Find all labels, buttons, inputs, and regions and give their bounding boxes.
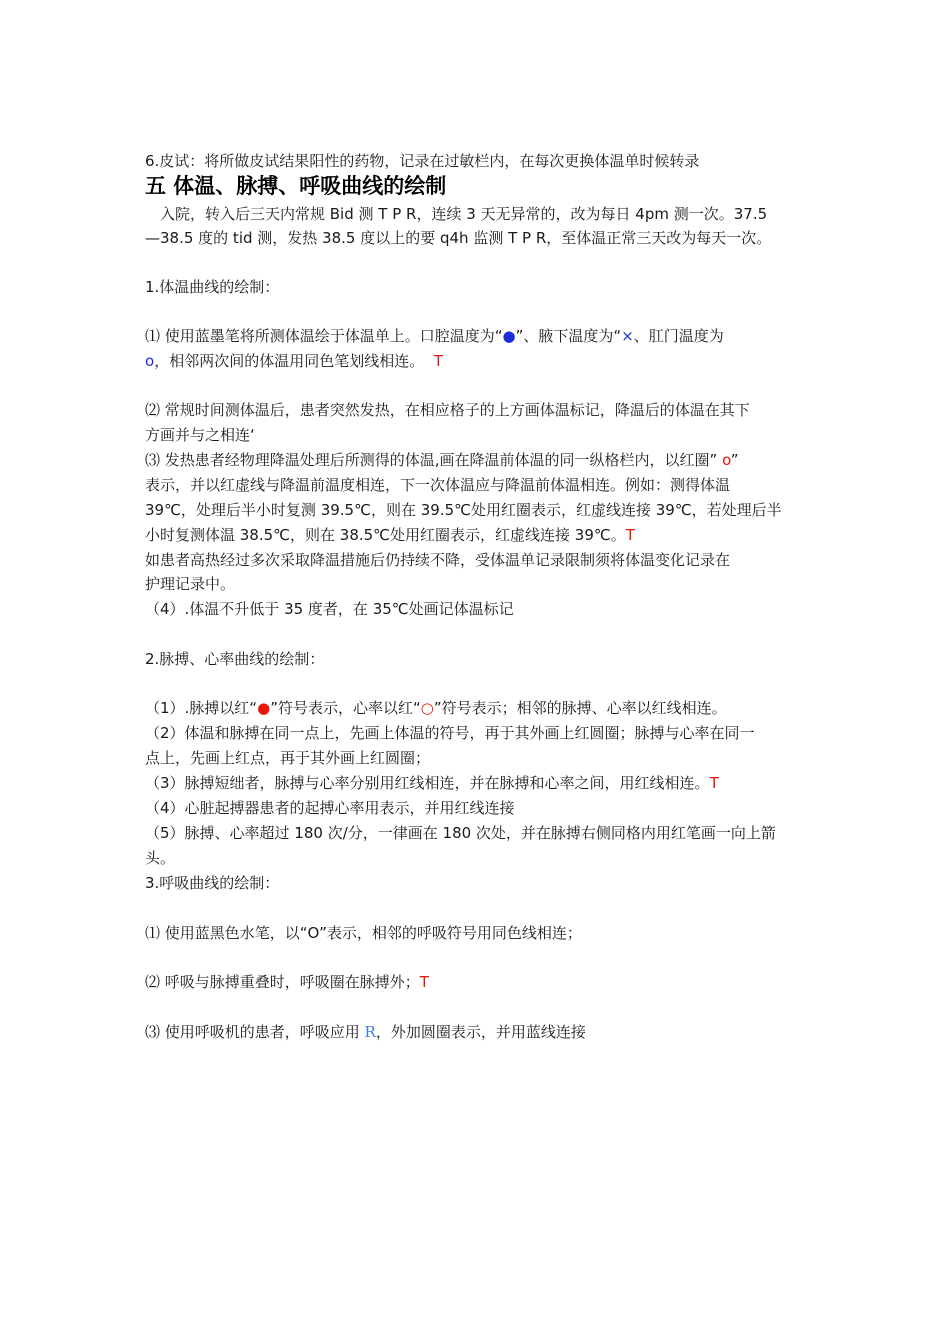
temp-note-line-2: 护理记录中。: [145, 575, 236, 593]
blue-dot-symbol: ●: [502, 327, 516, 345]
pulse-rule-5-line-2: 头。: [145, 849, 176, 867]
text-segment: （1）.脉搏以红“: [145, 699, 258, 717]
text-segment: ”符号表示，心率以红“: [270, 699, 421, 717]
blue-r-symbol: R: [364, 1023, 376, 1041]
pulse-rule-2-line-2: 点上，先画上红点，再于其外画上红圆圈；: [145, 749, 431, 767]
item-skin-test: 6.皮试：将所做皮试结果阳性的药物，记录在过敏栏内，在每次更换体温单时候转录: [145, 152, 700, 170]
text-segment: （3）脉搏短绌者，脉搏与心率分别用红线相连，并在脉搏和心率之间，用红线相连。: [145, 774, 710, 792]
pulse-rule-1: [145, 697, 727, 719]
intro-line-1: 入院，转入后三天内常规 Bid 测 T P R，连续 3 天无异常的，改为每日 4pm 测一次。37.5: [160, 205, 768, 223]
temp-rule-2-line-2: 方画并与之相连‘: [145, 426, 255, 444]
temp-rule-3-line-4: [145, 524, 635, 546]
text-segment: ”、腋下温度为“: [515, 327, 622, 345]
blue-circle-symbol: o: [145, 352, 155, 370]
red-ring-symbol: ○: [420, 699, 434, 717]
text-segment: 、肛门温度为: [633, 327, 724, 345]
pulse-rule-4: （4）心脏起搏器患者的起搏心率用表示，并用红线连接: [145, 799, 515, 817]
red-t-mark: T: [433, 352, 443, 370]
text-segment: ⑵ 呼吸与脉搏重叠时，呼吸圈在脉搏外；: [145, 973, 420, 991]
temp-rule-1-line-2: [145, 350, 443, 372]
intro-line-2: —38.5 度的 tid 测，发热 38.5 度以上的要 q4h 监测 T P R，至体温正常三天改为每天一次。: [145, 229, 772, 247]
text-segment: ，外加圆圈表示，并用蓝线连接: [375, 1023, 586, 1041]
text-segment: 小时复测体温 38.5℃，则在 38.5℃处用红圈表示，红虚线连接 39℃。: [145, 526, 626, 544]
temp-rule-3-line-1: [145, 449, 739, 471]
red-t-mark: T: [625, 526, 635, 544]
temp-rule-3-line-3: 39℃，处理后半小时复测 39.5℃，则在 39.5℃处用红圈表示，红虚线连接 39℃，若处理后半: [145, 501, 782, 519]
resp-rule-3: [145, 1021, 586, 1043]
temp-rule-3-line-2: 表示，并以红虚线与降温前温度相连，下一次体温应与降温前体温相连。例如：测得体温: [145, 476, 731, 494]
pulse-rule-5-line-1: （5）脉搏、心率超过 180 次/分，一律画在 180 次处，并在脉搏右侧同格内用红笔画一向上箭: [145, 824, 776, 842]
red-dot-symbol: ●: [257, 699, 271, 717]
resp-rule-1: ⑴ 使用蓝黑色水笔，以“O”表示，相邻的呼吸符号用同色线相连；: [145, 924, 582, 942]
temp-rule-4: （4）.体温不升低于 35 度者，在 35℃处画记体温标记: [145, 600, 514, 618]
subheading-temperature: 1.体温曲线的绘制：: [145, 278, 280, 296]
pulse-rule-3: [145, 772, 719, 794]
text-segment: ⑶ 使用呼吸机的患者，呼吸应用: [145, 1023, 365, 1041]
red-t-mark: T: [419, 973, 429, 991]
resp-rule-2: [145, 971, 429, 993]
temp-note-line-1: 如患者高热经过多次采取降温措施后仍持续不降，受体温单记录限制须将体温变化记录在: [145, 551, 731, 569]
red-circle-symbol: o: [722, 451, 731, 469]
text-segment: ”: [730, 451, 739, 469]
text-segment: ⑶ 发热患者经物理降温处理后所测得的体温,画在降温前体温的同一纵格栏内，以红圈”: [145, 451, 718, 469]
section-heading: 五 体温、脉搏、呼吸曲线的绘制: [145, 174, 447, 198]
text-segment: ⑴ 使用蓝墨笔将所测体温绘于体温单上。口腔温度为“: [145, 327, 503, 345]
temp-rule-1-line-1: [145, 325, 724, 347]
subheading-respiration: 3.呼吸曲线的绘制：: [145, 874, 280, 892]
text-segment: ，相邻两次间的体温用同色笔划线相连。: [154, 352, 425, 370]
red-t-mark: T: [709, 774, 719, 792]
text-segment: ”符号表示；相邻的脉搏、心率以红线相连。: [433, 699, 727, 717]
blue-cross-symbol: ×: [621, 327, 634, 345]
temp-rule-2-line-1: ⑵ 常规时间测体温后，患者突然发热，在相应格子的上方画体温标记，降温后的体温在其下: [145, 401, 750, 419]
subheading-pulse: 2.脉搏、心率曲线的绘制：: [145, 650, 325, 668]
pulse-rule-2-line-1: （2）体温和脉搏在同一点上，先画上体温的符号，再于其外画上红圆圈；脉搏与心率在同一: [145, 724, 755, 742]
